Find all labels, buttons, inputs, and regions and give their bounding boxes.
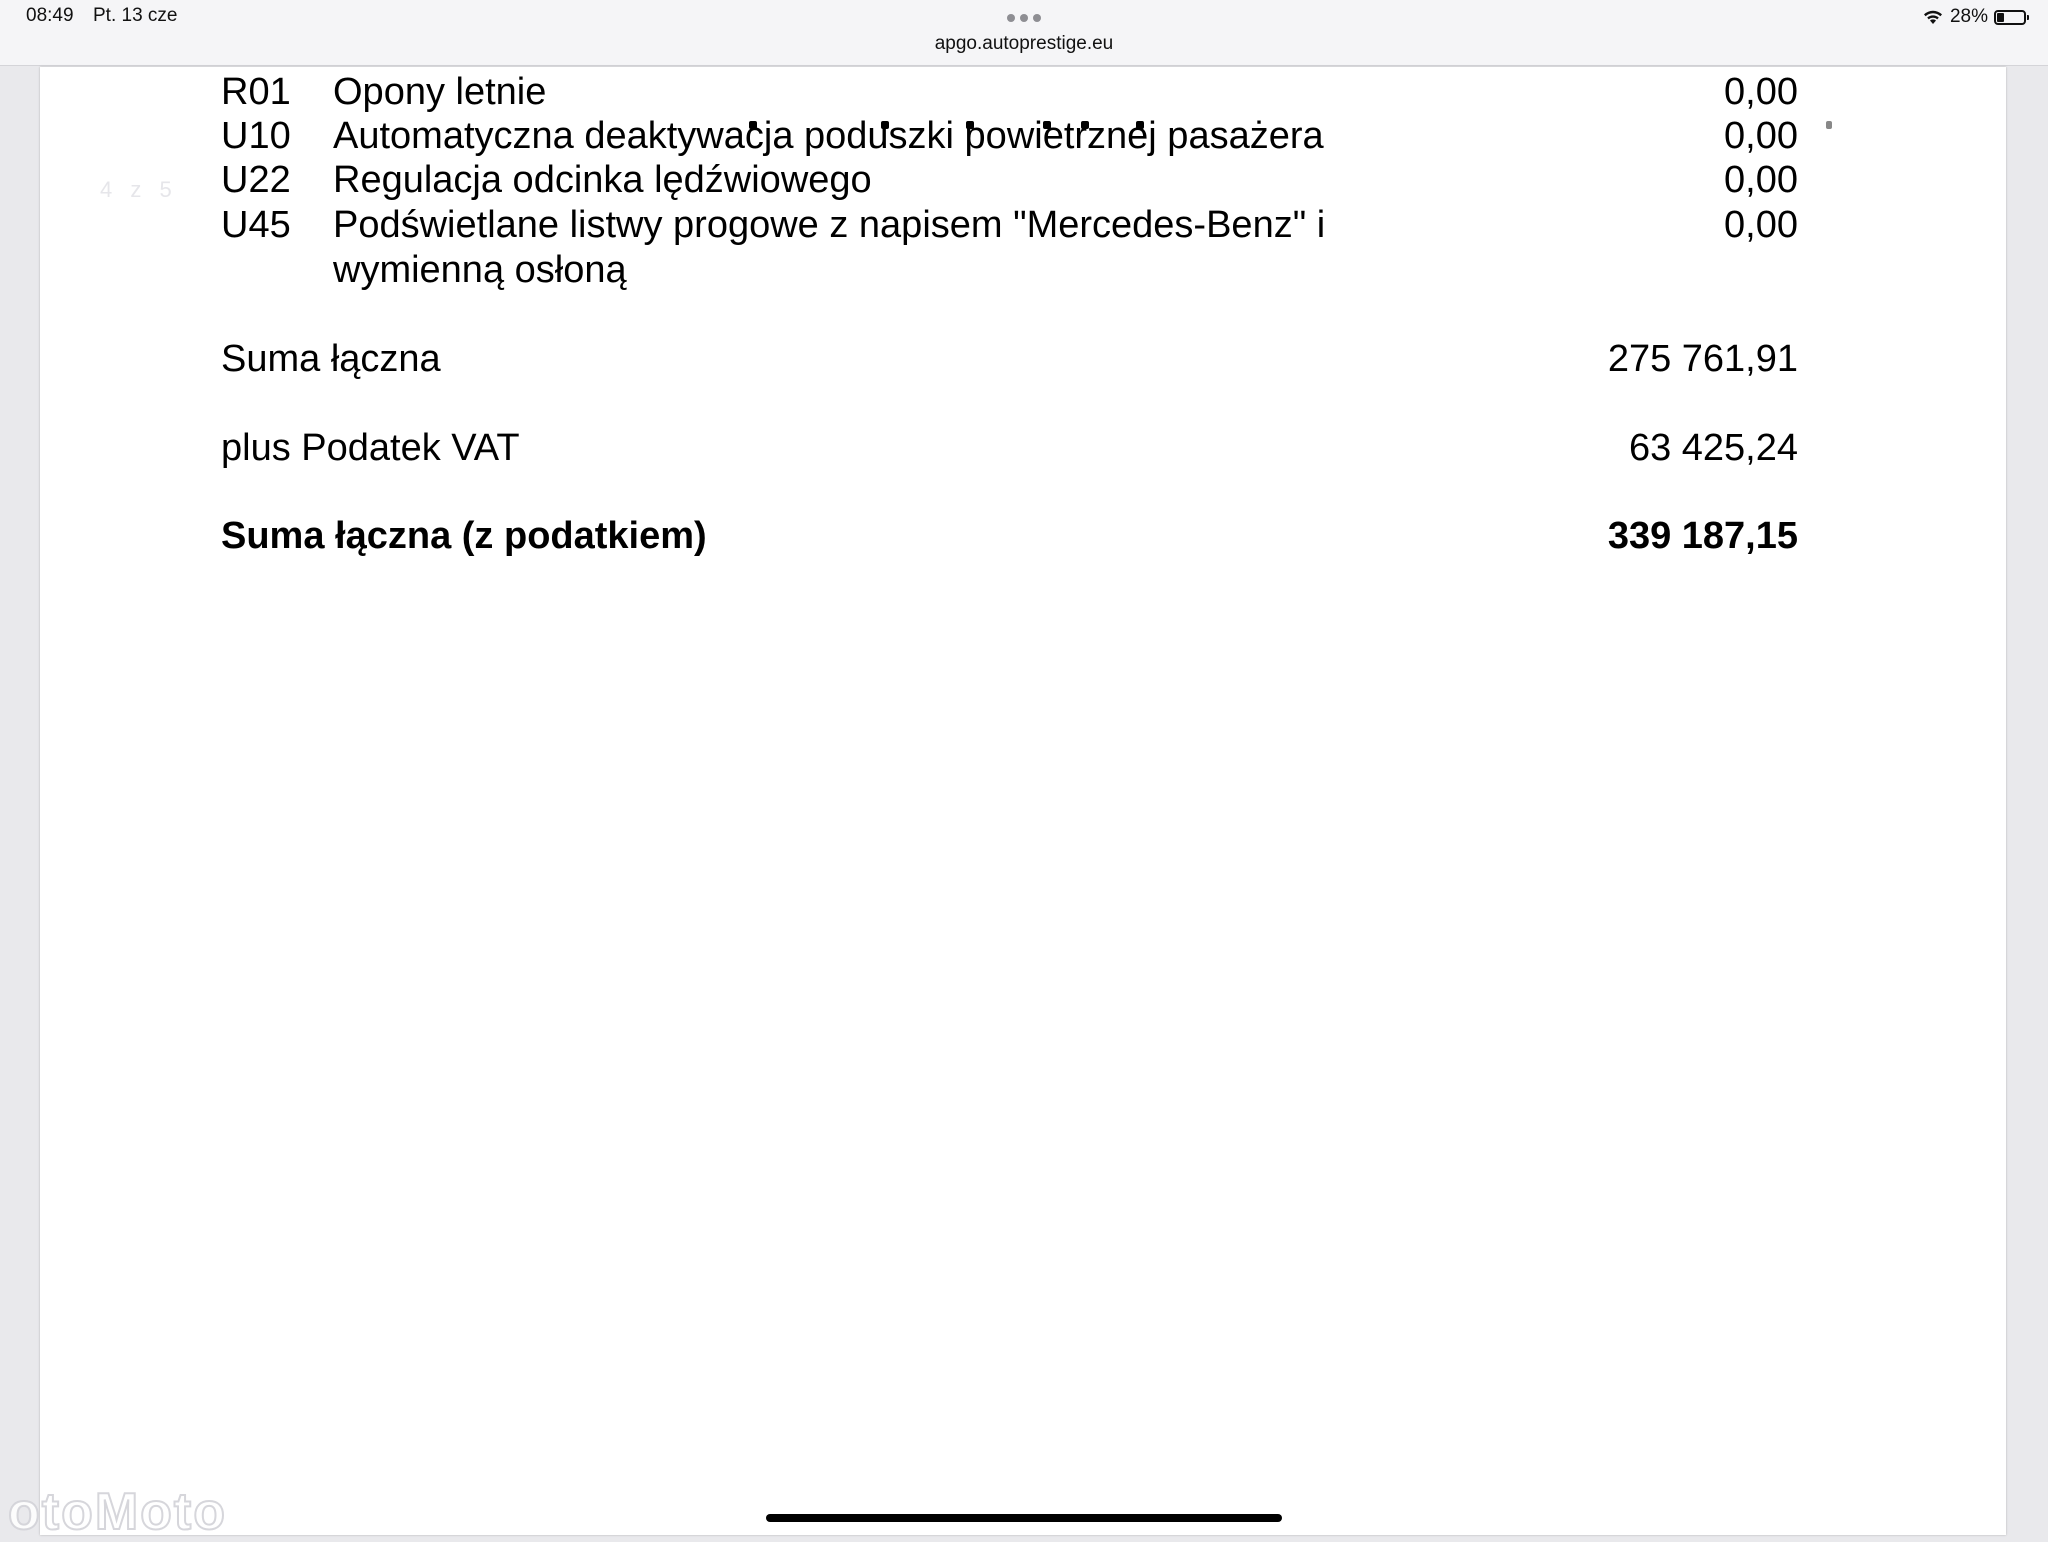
subtotal-label: Suma łączna [221, 338, 441, 380]
item-description [333, 203, 1593, 293]
item-description-line1: Podświetlane listwy progowe z napisem "Mercedes-Benz" i [333, 204, 1326, 246]
status-date: Pt. 13 cze [93, 5, 178, 26]
status-bar [0, 0, 2048, 66]
status-time: 08:49 [26, 5, 74, 26]
vat-label: plus Podatek VAT [221, 427, 520, 469]
item-code: U10 [221, 115, 291, 157]
watermark-logo: otoMoto [8, 1483, 228, 1541]
item-description: Regulacja odcinka lędźwiowego [333, 159, 872, 201]
tab-more-icon[interactable] [1007, 14, 1041, 22]
wifi-icon [1922, 9, 1944, 25]
url-bar[interactable]: apgo.autoprestige.eu [934, 33, 1114, 54]
item-price: 0,00 [1724, 159, 1798, 201]
item-description: Automatyczna deaktywacja poduszki powietrznej pasażera [333, 115, 1324, 157]
item-code: U22 [221, 159, 291, 201]
item-description-line2: wymienną osłoną [333, 249, 627, 291]
item-price: 0,00 [1724, 71, 1798, 113]
battery-percent: 28% [1949, 6, 1988, 27]
page-indicator: 4 z 5 [100, 177, 178, 202]
item-price: 0,00 [1724, 204, 1798, 246]
item-description: Opony letnie [333, 71, 547, 113]
item-code: R01 [221, 71, 291, 113]
total-value: 339 187,15 [1607, 515, 1798, 557]
item-price: 0,00 [1724, 115, 1798, 157]
home-indicator[interactable] [766, 1514, 1282, 1522]
vat-value: 63 425,24 [1628, 427, 1798, 469]
status-indicators [1922, 6, 2026, 28]
total-label: Suma łączna (z podatkiem) [221, 515, 707, 557]
battery-level-fill [1997, 13, 2004, 22]
item-code: U45 [221, 204, 291, 246]
battery-icon [1994, 10, 2026, 25]
subtotal-value: 275 761,91 [1607, 338, 1798, 380]
